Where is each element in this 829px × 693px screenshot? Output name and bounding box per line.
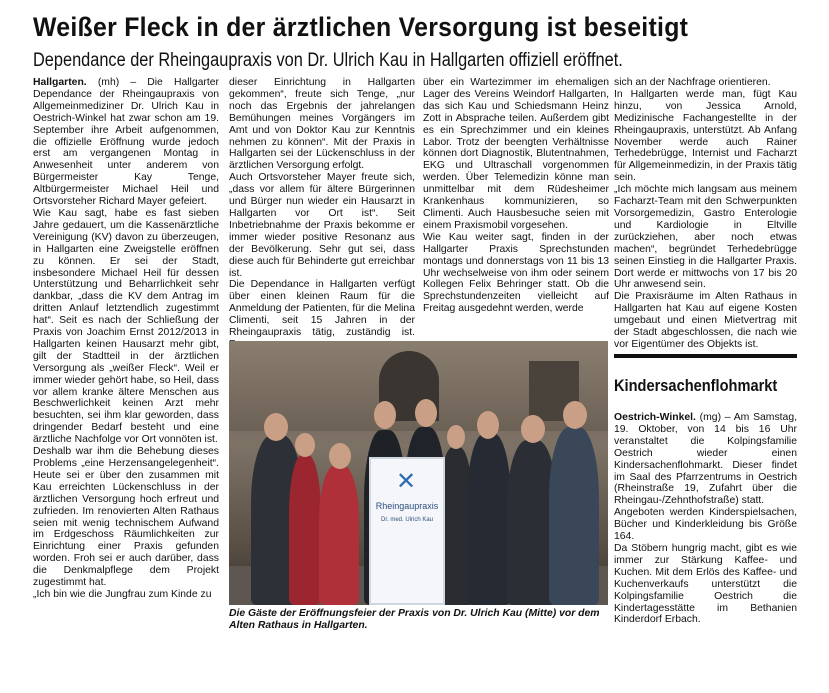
photo-caption: Die Gäste der Eröffnungsfeier der Praxis von Dr. Ulrich Kau (Mitte) vor dem Alten Rathaus in Hallgarten. bbox=[229, 608, 600, 631]
paragraph: Die Dependance in Hallgarten verfügt über einen kleinen Raum für die Anmeldung der Patienten, für die Melina Climenti, seit 15 Jahren in der Rheingaupraxis tätig, zuständig ist. bbox=[229, 279, 415, 339]
article-column-3 bbox=[423, 77, 609, 315]
paragraph: In Hallgarten werde man, fügt Kau hinzu, von Jessica Arnold, Medizinische Fachangestellte in der Rheingaupraxis, unterstützt. Ab Anfang November werde auch Rainer Terhedebrügge, Internist und Facharzt für Allgemeinmedizin, in der Praxis tätig sein. bbox=[614, 88, 797, 184]
dateline: Oestrich-Winkel. bbox=[614, 412, 696, 423]
sign-title: Rheingaupraxis bbox=[375, 501, 439, 511]
paragraph: Die Praxisräume im Alten Rathaus in Hallgarten hat Kau auf eigene Kosten umgebaut und einen Mietvertrag mit der Stadt abgeschlossen, die nach wie vor Eigentümer des Objekts ist. bbox=[614, 291, 797, 350]
side-article-body bbox=[614, 412, 797, 626]
paragraph: Da Stöbern hungrig macht, gibt es wie immer zur Stärkung Kaffee- und Kuchen. Mit dem Erlös des Kaffee- und Kuchenverkaufs unterstützt die Kolpingsfamilie Oestrich die Kindertagesstätte im Bethanien Kinderdorf Erbach. bbox=[614, 542, 797, 626]
paragraph: Deshalb war ihm die Behebung dieses Problems „eine Herzensangelegenheit“. Heute sei er über den zusammen mit Kau erreichten Lückenschluss in der ärztlichen Versorgung hoch erfreut und zufrieden. Im renovierten Alten Rathaus seien mit wenig technischem Aufwand im Erdgeschoss Räumlichkeiten zur Einrichtung einer Praxis gefunden worden. Froh sei er auch darüber, dass die Denkmalpflege dem Projekt zugestimmt hat. bbox=[33, 446, 219, 589]
paragraph: Auch Ortsvorsteher Mayer freute sich, „dass vor allem für ältere Bürgerinnen und Bürger nun wieder ein Hausarzt in Hallgarten vor Ort ist“. Seit Inbetriebnahme der Praxis bekomme er immer wieder positive Resonanz aus der Bevölkerung. Sehr gut sei, dass diese auch für Behinderte gut erreichbar ist. bbox=[229, 172, 415, 279]
paragraph bbox=[614, 412, 797, 507]
paragraph: „Ich möchte mich langsam aus meinem Facharzt-Team mit den Schwerpunkten Vorsorgemedizin, Gastro Enterologie und Kardiologie in Eltville zurückziehen, aber noch etwas machen“, begründet Terhedebrügge seinen Einstieg in die Hallgarter Praxis. Dort werde er mittwochs von 17 bis 20 Uhr anwesend sein. bbox=[614, 184, 797, 291]
paragraph-text: (mh) – Die Hallgarter Dependance der Rheingaupraxis von Allgemeinmediziner Dr. Ulrich Kau in Oestrich-Winkel hat zwar schon am 19. September ihre Arbeit aufgenommen, die offizielle Eröffnung wurde jedoch erst am vergangenen Montag in Anwesenheit unter anderem von Bürgermeister Kay Tenge, Altbürgermeister Michael Heil und Ortsvorsteher Richard Mayer gefeiert. bbox=[33, 77, 219, 208]
paragraph: „Ich bin wie die Jungfrau zum Kinde zu bbox=[33, 588, 212, 600]
dateline: Hallgarten. bbox=[33, 77, 87, 88]
headline: Weißer Fleck in der ärztlichen Versorgung ist beseitigt bbox=[33, 12, 689, 42]
section-divider bbox=[614, 354, 797, 358]
praxis-logo-icon: ✕ bbox=[395, 468, 417, 495]
sign-name: Dr. med. Ulrich Kau bbox=[380, 517, 434, 523]
article-column-2 bbox=[229, 77, 415, 351]
paragraph: dieser Einrichtung in Hallgarten gekommen“, freute sich Tenge, „nur noch das Ergebnis der jahrelangen Bemühungen meines Vorgängers im Amt und von Doktor Kau zur Kenntnis nehmen zu können“. Mit der Praxis in Hallgarten sei der Lückenschluss in der ärztlichen Versorgung erfolgt. bbox=[229, 77, 415, 172]
paragraph: über ein Wartezimmer im ehemaligen Lager des Vereins Weindorf Hallgarten, das sich Kau und Schiedsmann Heinz Zott in Absprache teilen. Außerdem gibt es ein Sprechzimmer und ein kleines Labor. Trotz der beengten Verhältnisse können dort Diagnostik, Blutentnahmen, EKG und Ultraschall vorgenommen werden. Über Telemedizin könne man unmittelbar mit dem Rüdesheimer Krankenhaus kommunizieren, so Climenti. Auch Hausbesuche seien mit einem Praxismobil vorgesehen. bbox=[423, 77, 609, 231]
paragraph bbox=[33, 77, 219, 208]
article-column-4 bbox=[614, 77, 797, 351]
paragraph: Wie Kau sagt, habe es fast sieben Jahre gedauert, um die Kassenärztliche Vereinigung (KV) davon zu überzeugen, in Hallgarten eine Zweigstelle eröffnen zu können. Er sei der Stadt, insbesondere Michael Heil für dessen Unterstützung und Beharrlichkeit sehr dankbar, „dass die KV dem Antrag im dritten Anlauf letztendlich zugestimmt hat“. Seit es nach der Schließung der Praxis von Joachim Ernst 2012/2013 in Hallgarten keinen Hausarzt mehr gibt, gilt der Stadtteil in der ärztlichen Versorgung als „weißer Fleck“. Weil er immer wieder gehört habe, so Heil, dass vor allem kranke ältere Menschen aus Beschwerlichkeit keinen Arzt mehr besuchten, sei ihm klar geworden, dass dringender Bedarf besteht und eine ärztliche Nachfolge vor Ort vonnöten ist. bbox=[33, 207, 219, 446]
paragraph-text: (mg) – Am Samstag, 19. Oktober, von 14 bis 16 Uhr veranstaltet die Kolpingsfamilie Oestrich wieder einen Kindersachenflohmarkt. Dieser findet im Saal des Pfarrzentrums in Oestrich (Rheinstraße 19, Zufahrt über die Rheingau-/Zehnthofstraße) statt. bbox=[614, 412, 797, 507]
article-column-1 bbox=[33, 77, 219, 601]
group-photo bbox=[229, 341, 608, 605]
paragraph: Wie Kau weiter sagt, finden in der Hallgarter Praxis Sprechstunden montags und donnerstags von 11 bis 13 Uhr wechselweise von ihm oder seinem Kollegen Felix Behringer statt. Ob die Sprechstundenzeiten vielleicht auf Freitag ausgedehnt werden, werde bbox=[423, 231, 609, 315]
practice-sign bbox=[369, 457, 445, 605]
subheadline: Dependance der Rheingaupraxis von Dr. Ulrich Kau in Hallgarten offiziell eröffnet. bbox=[33, 50, 623, 71]
paragraph: Angeboten werden Kinderspielsachen, Bücher und Kinderkleidung bis Größe 164. bbox=[614, 507, 797, 543]
side-article-title: Kindersachenflohmarkt bbox=[614, 376, 778, 395]
paragraph: sich an der Nachfrage orientieren. bbox=[614, 77, 771, 88]
